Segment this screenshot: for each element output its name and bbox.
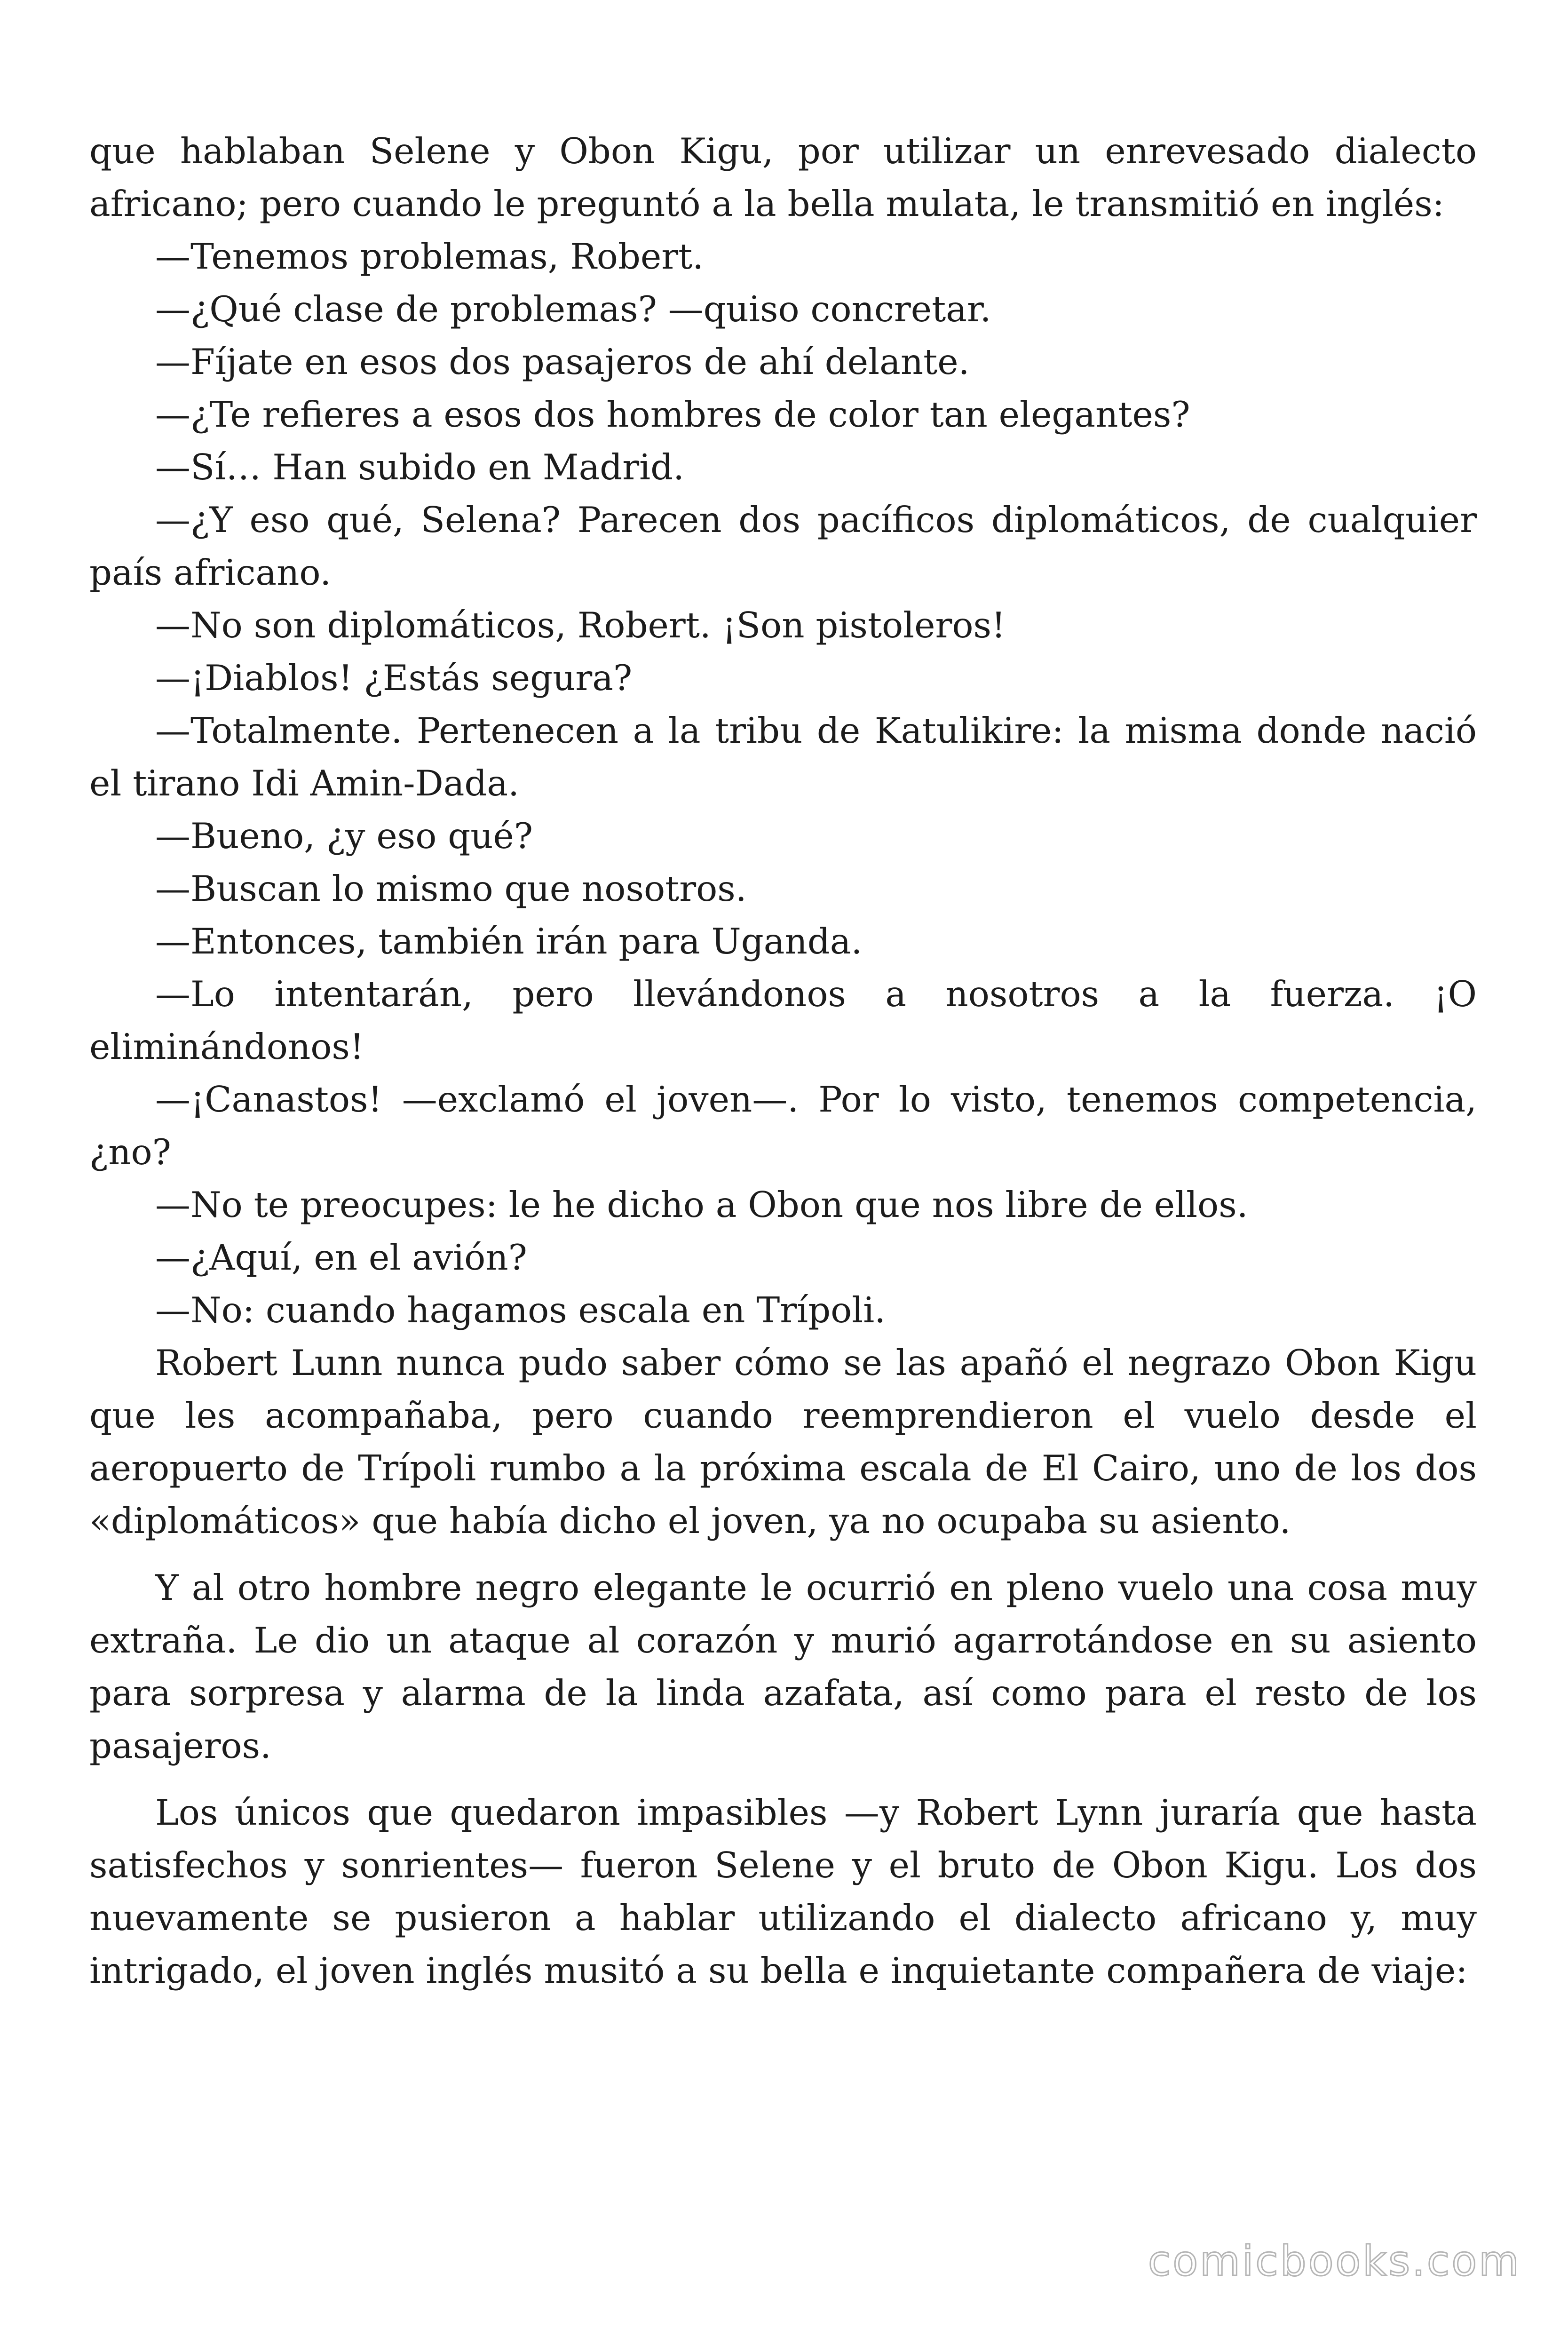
- dialogue-line: —No te preocupes: le he dicho a Obon que nos libre de ellos.: [155, 1184, 1248, 1225]
- dialogue-line: —¡Diablos! ¿Estás segura?: [155, 657, 633, 699]
- paragraph-continuation: que hablaban Selene y Obon Kigu, por utilizar un enrevesado dialecto africano; pero cuando le preguntó a la bella mulata, le transmitió en inglés:: [89, 130, 1477, 224]
- dialogue-line: —Buscan lo mismo que nosotros.: [155, 868, 747, 909]
- dialogue-line: —Fíjate en esos dos pasajeros de ahí delante.: [155, 341, 970, 382]
- dialogue-line: —¿Qué clase de problemas? —quiso concretar.: [155, 288, 991, 330]
- narrative-paragraph: Y al otro hombre negro elegante le ocurrió en pleno vuelo una cosa muy extraña. Le dio un ataque al corazón y murió agarrotándose en su asiento para sorpresa y alarma de la linda azafata, así como para el resto de los pasajeros.: [89, 1567, 1477, 1766]
- dialogue-line: —¡Canastos! —exclamó el joven—. Por lo visto, tenemos competencia, ¿no?: [89, 1079, 1477, 1173]
- page-text: [89, 125, 1477, 1997]
- dialogue-line: —Entonces, también irán para Uganda.: [155, 921, 863, 962]
- dialogue-line: —No: cuando hagamos escala en Trípoli.: [155, 1289, 886, 1331]
- dialogue-line: —Bueno, ¿y eso qué?: [155, 815, 533, 857]
- dialogue-line: —¿Y eso qué, Selena? Parecen dos pacíficos diplomáticos, de cualquier país africano.: [89, 499, 1477, 593]
- dialogue-line: —Sí… Han subido en Madrid.: [155, 446, 684, 488]
- narrative-paragraph: Robert Lunn nunca pudo saber cómo se las apañó el negrazo Obon Kigu que les acompañaba, pero cuando reemprendieron el vuelo desde el aeropuerto de Trípoli rumbo a la próxima escala de El Cairo, uno de los dos «diplomáticos» que había dicho el joven, ya no ocupaba su asiento.: [89, 1342, 1477, 1542]
- narrative-paragraph: Los únicos que quedaron impasibles —y Robert Lynn juraría que hasta satisfechos y sonrientes— fueron Selene y el bruto de Obon Kigu. Los dos nuevamente se pusieron a hablar utilizando el dialecto africano y, muy intrigado, el joven inglés musitó a su bella e inquietante compañera de viaje:: [89, 1792, 1477, 1991]
- dialogue-line: —Totalmente. Pertenecen a la tribu de Katulikire: la misma donde nació el tirano Idi Amin-Dada.: [89, 710, 1477, 804]
- dialogue-line: —No son diplomáticos, Robert. ¡Son pistoleros!: [155, 604, 1006, 646]
- dialogue-line: —¿Te refieres a esos dos hombres de color tan elegantes?: [155, 394, 1190, 435]
- dialogue-line: —¿Aquí, en el avión?: [155, 1237, 527, 1278]
- dialogue-line: —Lo intentarán, pero llevándonos a nosotros a la fuerza. ¡O eliminándonos!: [89, 973, 1477, 1067]
- dialogue-line: —Tenemos problemas, Robert.: [155, 236, 704, 277]
- watermark: comicbooks.com: [1148, 2237, 1521, 2285]
